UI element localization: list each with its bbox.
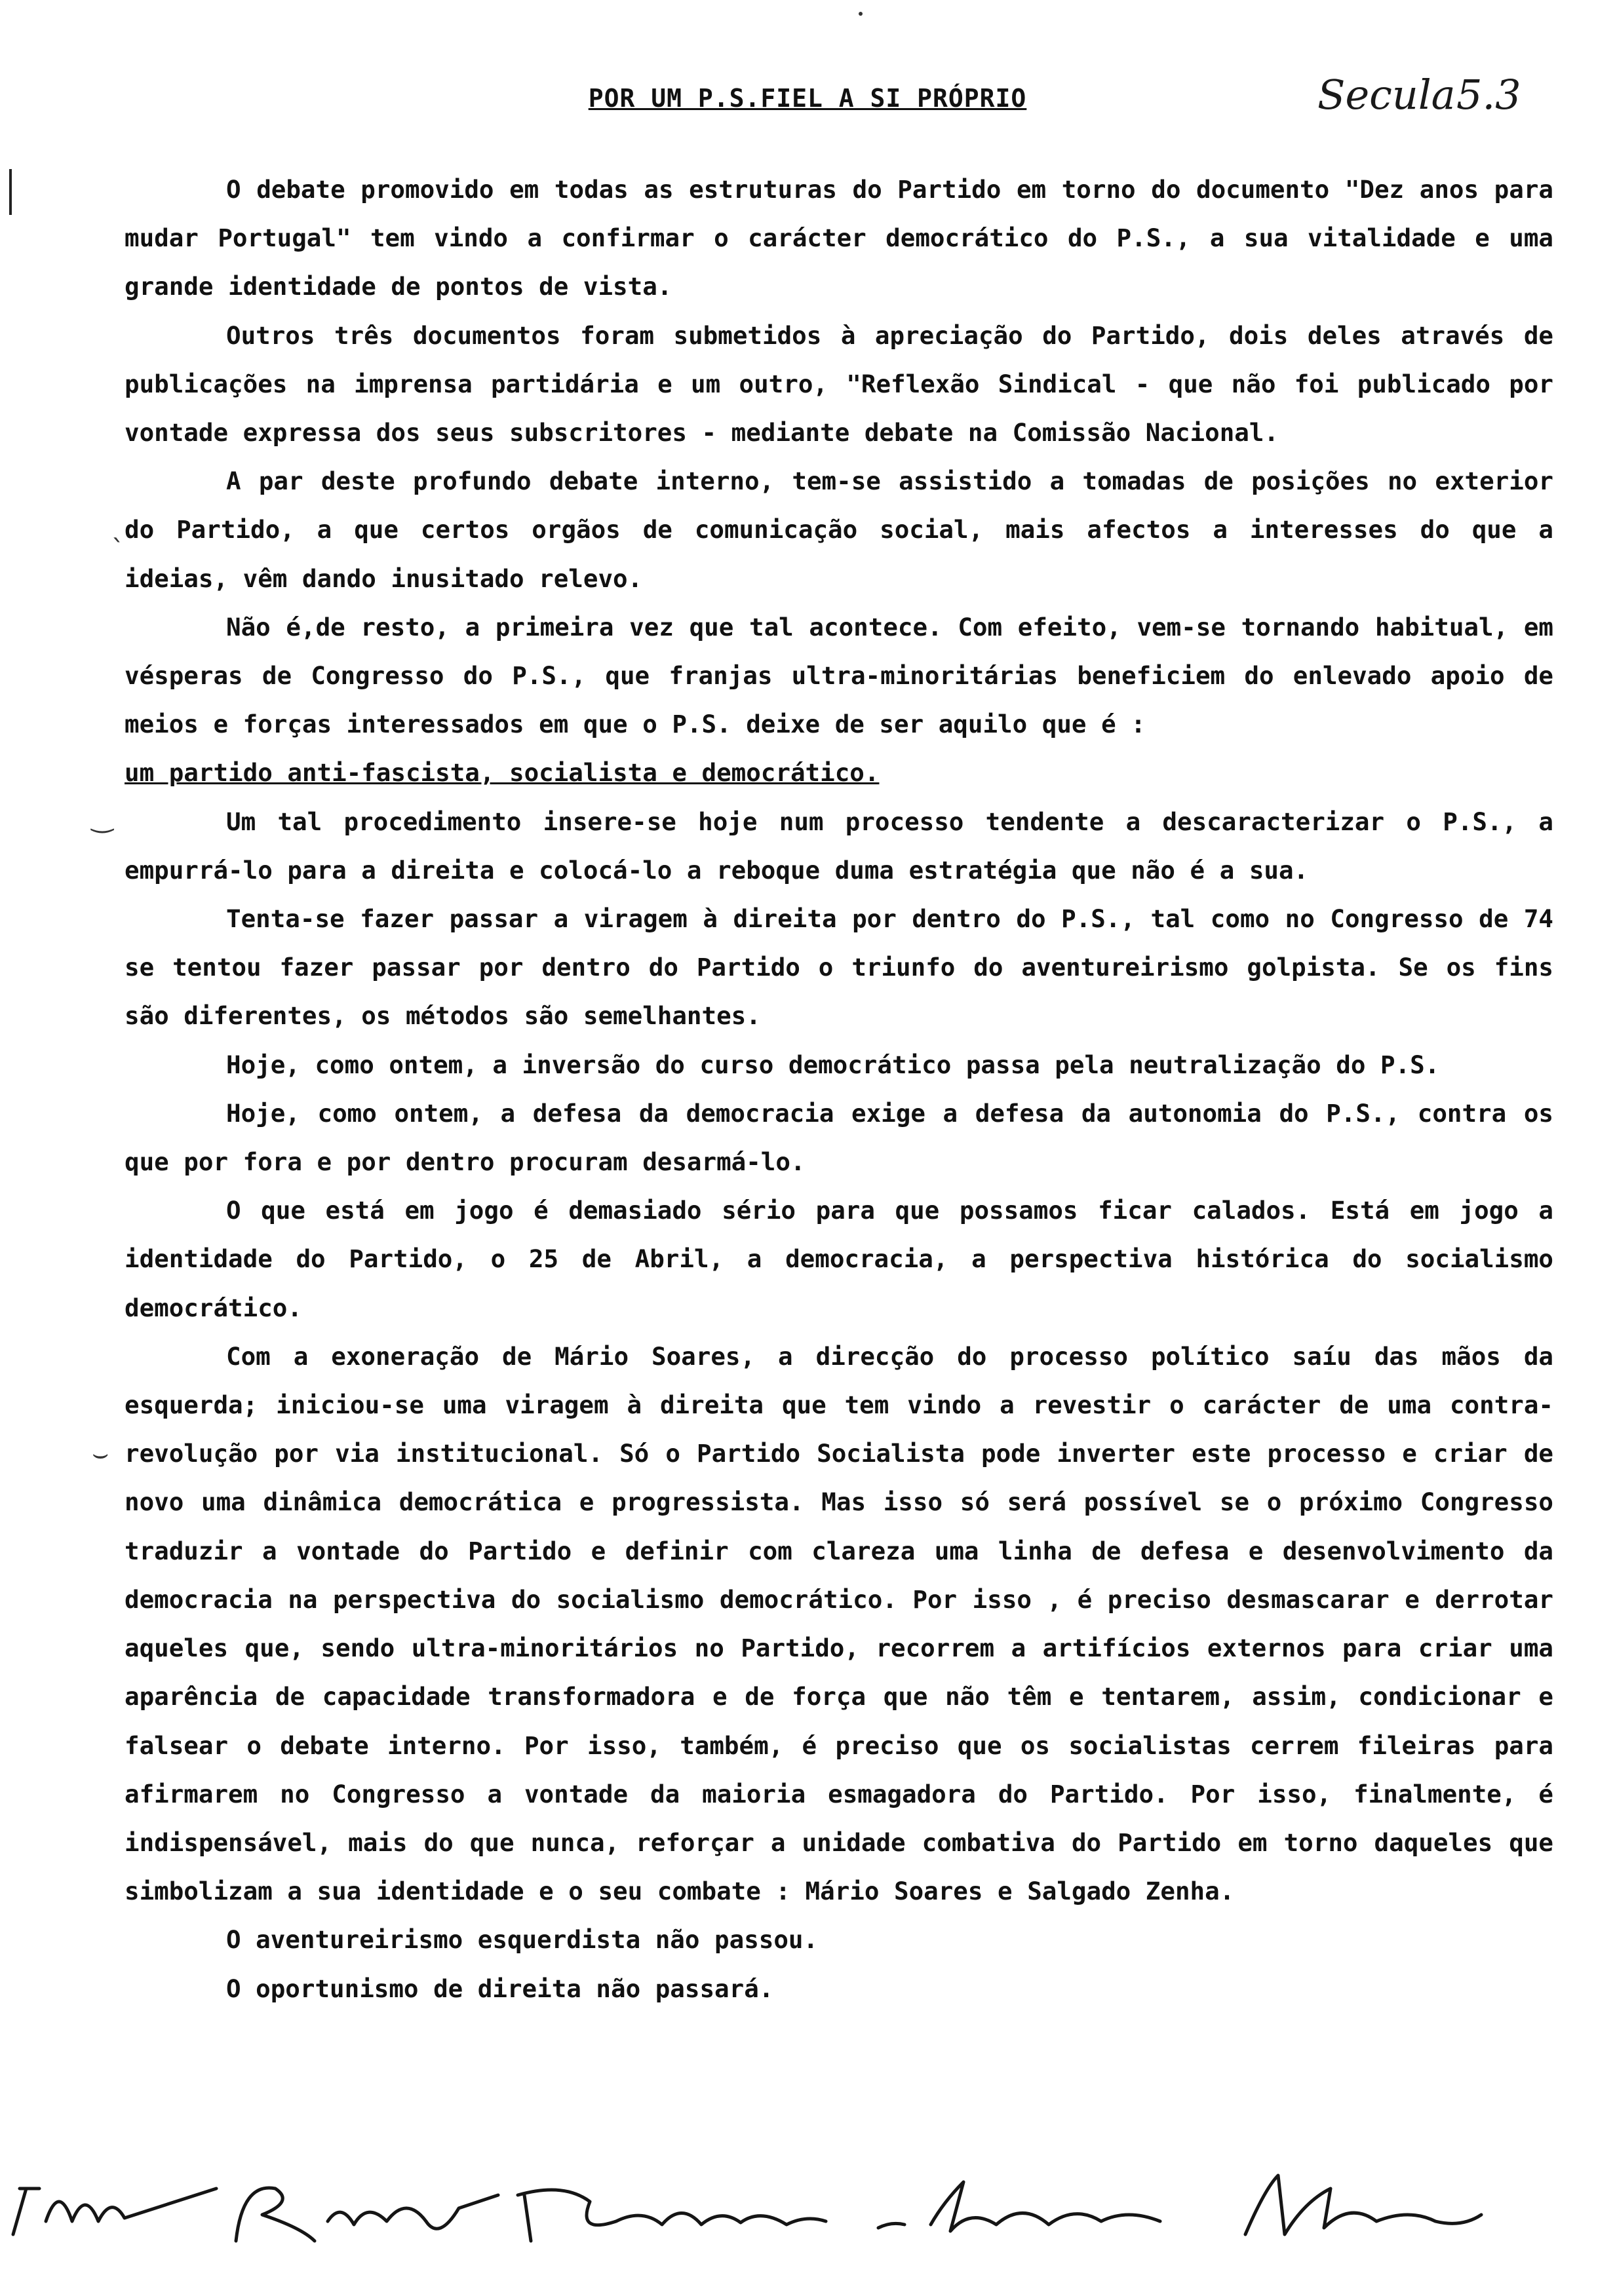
signature-5 bbox=[1245, 2175, 1481, 2234]
paragraph: O que está em jogo é demasiado sério para que possamos ficar calados. Está em jogo a identidade do Partido, o 25 de Abril, a democracia, a perspectiva histórica do socialismo democrático. bbox=[125, 1196, 1553, 1322]
signature-scribbles bbox=[0, 2110, 1615, 2267]
paragraph: Hoje, como ontem, a inversão do curso democrático passa pela neutralização do P.S. bbox=[226, 1050, 1440, 1079]
signature-2 bbox=[236, 2188, 498, 2241]
signature-3 bbox=[518, 2190, 826, 2241]
paragraph: Hoje, como ontem, a defesa da democracia exige a defesa da autonomia do P.S., contra os que por fora e por dentro procuram desarmá-lo. bbox=[125, 1098, 1553, 1177]
paragraph: O aventureirismo esquerdista não passou. bbox=[226, 1925, 819, 1955]
scan-speck bbox=[859, 12, 863, 16]
paragraph: O debate promovido em todas as estruturas do Partido em torno do documento "Dez anos para mudar Portugal" tem vindo a confirmar o carácter democrático do P.S., a sua vitalidade e uma grande identidade de pontos de vista. bbox=[125, 175, 1553, 301]
document-title: POR UM P.S.FIEL A SI PRÓPRIO bbox=[588, 84, 1027, 113]
paragraph: O oportunismo de direita não passará. bbox=[226, 1974, 774, 2003]
paragraph: Com a exoneração de Mário Soares, a direcção do processo político saíu das mãos da esquerda; iniciou-se uma viragem à direita que tem vindo a revestir o carácter de uma contra-revolução por via institucional. Só o Partido Socialista pode inverter este processo e criar de novo uma dinâmica democrática e progressista. Mas isso só será possível se o próximo Congresso traduzir a vontade do Partido e definir com clareza uma linha de defesa e desenvolvimento da democracia na perspectiva do socialismo democrático. Por isso , é preciso desmascarar e derrotar aqueles que, sendo ultra-minoritários no Partido, recorrem a artifícios externos para criar uma aparência de capacidade transformadora e de força que não têm e tentarem, assim, condicionar e falsear o debate interno. Por isso, também, é preciso que os socialistas cerrem fileiras para afirmarem no Congresso a vontade da maioria esmagadora do Partido. Por isso, finalmente, é indispensável, mais do que nunca, reforçar a unidade combativa do Partido em torno daqueles que simbolizam a sua identidade e o seu combate : Mário Soares e Salgado Zenha. bbox=[125, 1341, 1553, 1906]
paragraph: Não é,de resto, a primeira vez que tal acontece. Com efeito, vem-se tornando habitual, em vésperas de Congresso do P.S., que franjas ultra-minoritárias beneficiem do enlevado apoio de meios e forças interessados em que o P.S. deixe de ser aquilo que é : bbox=[125, 612, 1553, 739]
paragraph: Outros três documentos foram submetidos à apreciação do Partido, dois deles através de publicações na imprensa partidária e um outro, "Reflexão Sindical - que não foi publicado por vontade expressa dos seus subscritores - mediante debate na Comissão Nacional. bbox=[125, 320, 1553, 448]
paragraph: A par deste profundo debate interno, tem-se assistido a tomadas de posições no exterior do Partido, a que certos orgãos de comunicação social, mais afectos a interesses do que a ideias, vêm dando inusitado relevo. bbox=[125, 467, 1553, 593]
signatures bbox=[0, 2110, 1615, 2267]
margin-tick: ‿ bbox=[92, 803, 113, 833]
margin-tick: ˎ bbox=[111, 512, 125, 543]
document-body bbox=[125, 165, 1553, 2013]
margin-bar bbox=[9, 169, 12, 215]
page-number: 5.3 bbox=[1456, 71, 1521, 119]
signature-1 bbox=[13, 2189, 216, 2234]
underlined-phrase: um partido anti-fascista, socialista e democrático. bbox=[125, 758, 880, 788]
margin-tick: ⌣ bbox=[92, 1439, 109, 1469]
handwritten-tag: Secula bbox=[1317, 71, 1456, 119]
signature-4 bbox=[878, 2182, 1160, 2231]
underlined-line bbox=[125, 748, 1553, 797]
paragraph: Tenta-se fazer passar a viragem à direita por dentro do P.S., tal como no Congresso de 74 se tentou fazer passar por dentro do Partido o triunfo do aventureirismo golpista. Se os fins são diferentes, os métodos são semelhantes. bbox=[125, 904, 1553, 1031]
paragraph: Um tal procedimento insere-se hoje num processo tendente a descaracterizar o P.S., a empurrá-lo para a direita e colocá-lo a reboque duma estratégia que não é a sua. bbox=[125, 807, 1553, 885]
